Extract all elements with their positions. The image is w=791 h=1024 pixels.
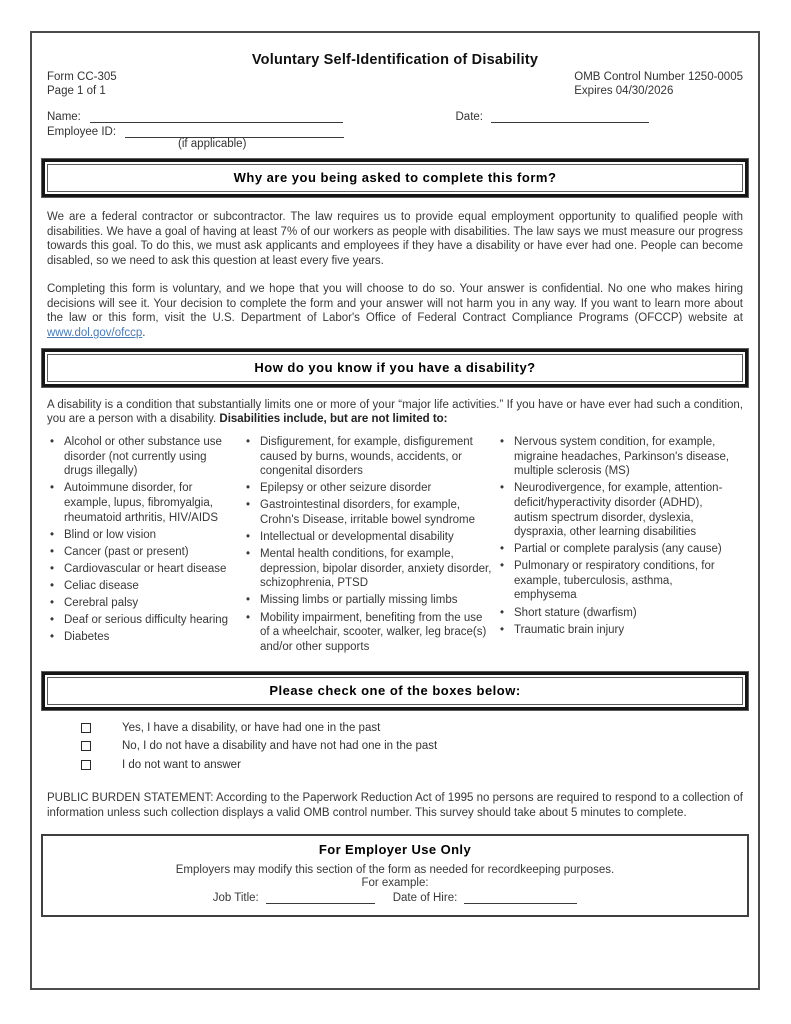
form-meta-left bbox=[47, 70, 117, 98]
page-title: Voluntary Self-Identification of Disability bbox=[251, 52, 539, 68]
expiration-date: Expires 04/30/2026 bbox=[574, 85, 674, 97]
employer-use-box bbox=[41, 834, 749, 917]
section-heading-check: Please check one of the boxes below: bbox=[47, 677, 743, 705]
page-number: Page 1 of 1 bbox=[47, 85, 106, 97]
disability-examples-columns bbox=[41, 435, 749, 657]
date-of-hire-group bbox=[393, 891, 578, 904]
why-paragraph-1: We are a federal contractor or subcontractor. The law requires us to provide equal employment opportunity to qualified people with disabilities. We have a goal of having at least 7% of our workers as people with disabilities. The law says we must measure our progress towards this goal. To do this, we must ask applicants and employees if they have a disability or have ever had one. People can become disabled, so we need to ask this question at least every five years. bbox=[47, 211, 743, 268]
why-paragraph-2 bbox=[41, 282, 749, 341]
option-no-row bbox=[81, 739, 749, 753]
answer-options bbox=[41, 721, 749, 772]
omb-control-number: OMB Control Number 1250-0005 bbox=[574, 71, 743, 83]
list-item: • Cardiovascular or heart disease bbox=[47, 562, 243, 577]
employee-id-input-line[interactable] bbox=[125, 125, 344, 138]
list-item: • Missing limbs or partially missing limbs bbox=[243, 593, 497, 608]
list-item: • Cancer (past or present) bbox=[47, 545, 243, 560]
date-of-hire-input-line[interactable] bbox=[464, 891, 577, 904]
checkbox-decline-answer[interactable] bbox=[81, 760, 91, 770]
list-item: • Neurodivergence, for example, attention-deficit/hyperactivity disorder (ADHD), autism spectrum disorder, dyslexia, dyspraxia, other learning disabilities bbox=[497, 481, 743, 539]
disabilities-include-text: Disabilities include, but are not limited to: bbox=[219, 413, 448, 426]
list-item: • Gastrointestinal disorders, for example, Crohn's Disease, irritable bowel syndrome bbox=[243, 498, 497, 527]
list-item: • Disfigurement, for example, disfigurement caused by burns, wounds, accidents, or congenital disorders bbox=[243, 435, 497, 479]
name-date-row bbox=[47, 108, 743, 123]
list-item: • Alcohol or other substance use disorder (not currently using drugs illegally) bbox=[47, 435, 243, 479]
list-item: • Intellectual or developmental disability bbox=[243, 530, 497, 545]
if-applicable-note: (if applicable) bbox=[178, 138, 247, 150]
employer-box-heading: For Employer Use Only bbox=[318, 842, 472, 858]
date-input-line[interactable] bbox=[491, 110, 649, 123]
disability-column-1 bbox=[47, 435, 243, 657]
list-item: • Autoimmune disorder, for example, lupus, fibromyalgia, rheumatoid arthritis, HIV/AIDS bbox=[47, 481, 243, 525]
option-decline-label: I do not want to answer bbox=[122, 758, 241, 771]
why-paragraph-2-period: . bbox=[142, 326, 146, 339]
form-number: Form CC-305 bbox=[47, 71, 117, 83]
section-banner-check bbox=[41, 671, 749, 711]
list-item: • Pulmonary or respiratory conditions, for example, tuberculosis, asthma, emphysema bbox=[497, 559, 743, 603]
job-title-group bbox=[213, 891, 375, 904]
public-burden-statement: PUBLIC BURDEN STATEMENT: According to the Paperwork Reduction Act of 1995 no persons are required to respond to a collection of information unless such collection displays a valid OMB control number. This survey should take about 5 minutes to complete. bbox=[47, 791, 743, 820]
section-heading-why: Why are you being asked to complete this form? bbox=[47, 164, 743, 192]
list-item: • Diabetes bbox=[47, 630, 243, 645]
job-title-label: Job Title: bbox=[212, 892, 259, 905]
form-meta-right bbox=[574, 70, 743, 98]
section-banner-why bbox=[41, 158, 749, 198]
list-item: • Partial or complete paralysis (any cause) bbox=[497, 542, 743, 557]
why-paragraph-2-text: Completing this form is voluntary, and we hope that you will choose to do so. Your answer is confidential. No one who makes hiring decisions will see it. Your decision to complete the form and your answer will not harm you in any way. If you want to learn more about the law or this form, visit the U.S. Department of Labor's Office of Federal Contract Compliance Programs (OFCCP) website at bbox=[47, 282, 743, 325]
option-no-label: No, I do not have a disability and have not had one in the past bbox=[122, 740, 438, 753]
section-banner-how bbox=[41, 348, 749, 388]
disability-column-3 bbox=[497, 435, 743, 657]
checkbox-yes-disability[interactable] bbox=[81, 723, 91, 733]
date-label: Date: bbox=[455, 111, 483, 123]
definition-text: A disability is a condition that substantially limits one or more of your “major life activities.” If you have or have ever had such a condition, you are a person with a disability. bbox=[47, 398, 743, 426]
list-item: • Nervous system condition, for example, migraine headaches, Parkinson's disease, multiple sclerosis (MS) bbox=[497, 435, 743, 479]
disability-definition bbox=[41, 398, 749, 427]
employee-id-label: Employee ID: bbox=[47, 126, 117, 138]
list-item: • Celiac disease bbox=[47, 579, 243, 594]
ofccp-link[interactable]: www.dol.gov/ofccp bbox=[47, 326, 143, 339]
list-item: • Epilepsy or other seizure disorder bbox=[243, 481, 497, 496]
name-label: Name: bbox=[47, 111, 81, 123]
list-item: • Mobility impairment, benefiting from the use of a wheelchair, scooter, walker, leg brace(s) and/or other supports bbox=[243, 611, 497, 655]
list-item: • Short stature (dwarfism) bbox=[497, 606, 743, 621]
employer-box-example: For example: bbox=[361, 877, 429, 890]
name-input-line[interactable] bbox=[90, 110, 343, 123]
list-item: • Blind or low vision bbox=[47, 528, 243, 543]
employee-id-row bbox=[47, 123, 743, 138]
form-page bbox=[30, 31, 760, 990]
employer-box-note: Employers may modify this section of the form as needed for recordkeeping purposes. bbox=[175, 864, 615, 877]
option-yes-label: Yes, I have a disability, or have had one in the past bbox=[122, 721, 381, 734]
list-item: • Cerebral palsy bbox=[47, 596, 243, 611]
date-group bbox=[456, 110, 650, 123]
list-item: • Mental health conditions, for example, depression, bipolar disorder, anxiety disorder, schizophrenia, PTSD bbox=[243, 547, 497, 591]
section-heading-how: How do you know if you have a disability? bbox=[47, 354, 743, 382]
date-of-hire-label: Date of Hire: bbox=[392, 892, 458, 905]
employer-fields-row bbox=[51, 891, 739, 904]
checkbox-no-disability[interactable] bbox=[81, 741, 91, 751]
disability-column-2 bbox=[243, 435, 497, 657]
form-meta-row bbox=[41, 70, 749, 98]
identity-fields bbox=[41, 108, 749, 151]
option-decline-row bbox=[81, 758, 749, 772]
option-yes-row bbox=[81, 721, 749, 735]
list-item: • Deaf or serious difficulty hearing bbox=[47, 613, 243, 628]
list-item: • Traumatic brain injury bbox=[497, 623, 743, 638]
job-title-input-line[interactable] bbox=[266, 891, 375, 904]
